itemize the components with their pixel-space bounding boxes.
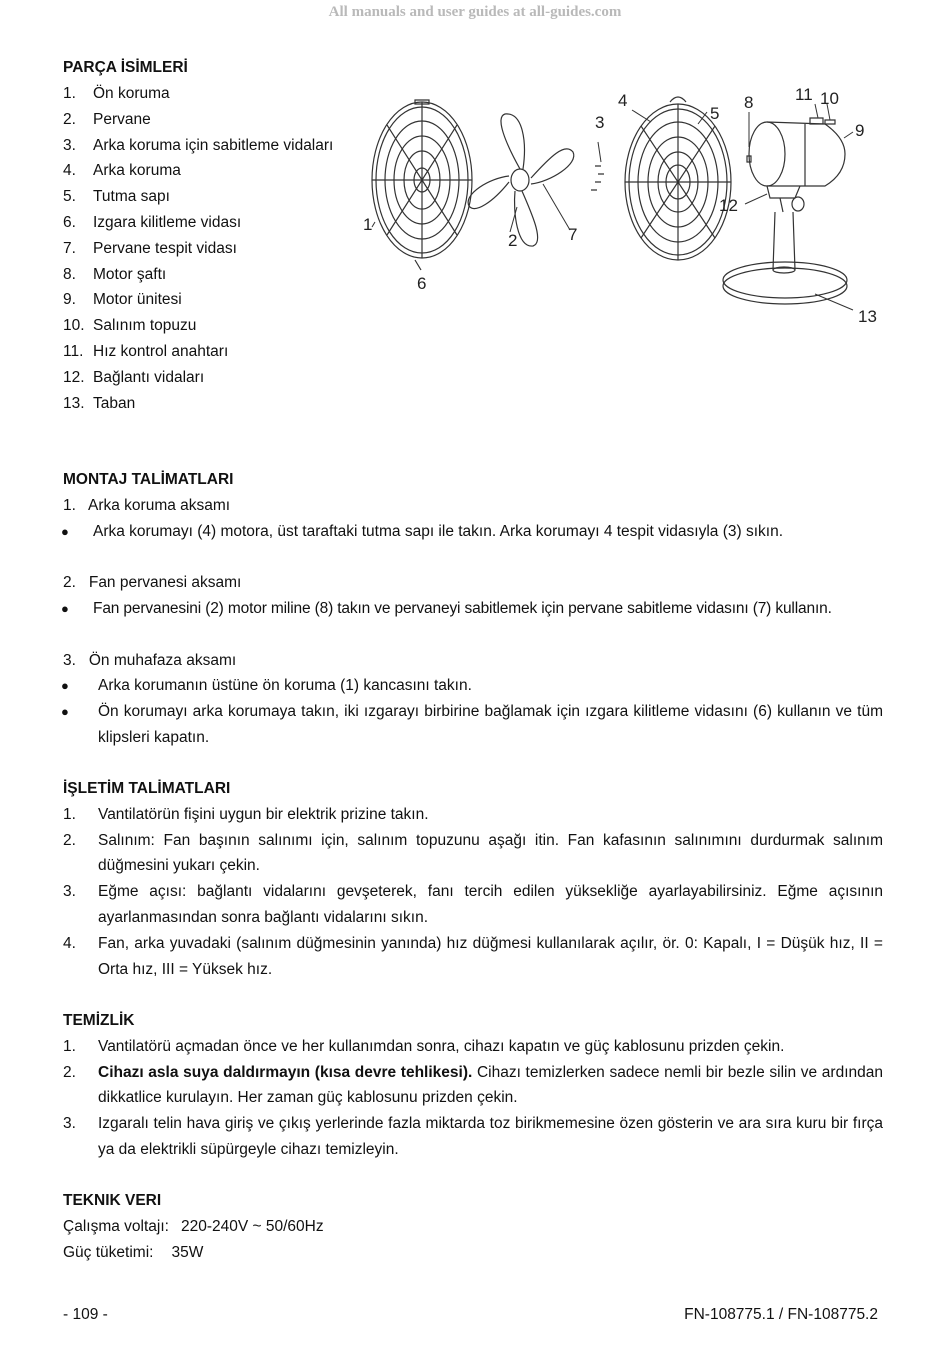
part-item: 9. Motor ünitesi (63, 291, 182, 309)
diagram-label-9: 9 (855, 121, 865, 140)
operation-item: 3. Eğme açısı: bağlantı vidalarını gevşeterek, fanı tercih edilen yüksekliğe ayarlayabilirsiniz. Eğme açısının ayarlanmasından sonra bağlantı vidalarını sıkın. (63, 883, 883, 926)
diagram-label-4: 4 (618, 91, 628, 110)
assembly-step-3-title: 3. Ön muhafaza aksamı (63, 651, 237, 669)
part-item: 5. Tutma sapı (63, 188, 170, 206)
cleaning-heading: TEMİZLİK (63, 1012, 135, 1029)
watermark: All manuals and user guides at all-guides.com (328, 4, 622, 20)
front-guard-drawing (372, 100, 472, 270)
tech-power-row: Güç tüketimi: 35W (63, 1243, 204, 1261)
assembly-step-2-title: 2. Fan pervanesi aksamı (63, 574, 242, 592)
part-item: 11. Hız kontrol anahtarı (63, 342, 229, 360)
tech-heading: TEKNIK VERI (63, 1192, 162, 1209)
cleaning-list (63, 1034, 883, 1163)
assembly-step-2-bullet: ● Fan pervanesini (2) motor miline (8) takın ve pervaneyi sabitlemek için pervane sabitleme vidasını (7) kullanın. (61, 599, 832, 617)
assembly-step-1-bullet: ● Arka korumayı (4) motora, üst taraftaki tutma sapı ile takın. Arka korumayı 4 tespit vidasıyla (3) sıkın. (61, 522, 784, 540)
diagram-label-12: 12 (719, 196, 738, 215)
part-item: 7. Pervane tespit vidası (63, 239, 237, 257)
part-item: 4. Arka koruma (63, 162, 181, 180)
diagram-label-3: 3 (595, 113, 605, 132)
diagram-label-5: 5 (710, 104, 720, 123)
motor-drawing (723, 118, 847, 304)
assembly-step-1-title: 1. Arka koruma aksamı (63, 496, 231, 514)
warning-text: Cihazı asla suya daldırmayın (kısa devre tehlikesi). (98, 1063, 473, 1081)
operation-item: 4. Fan, arka yuvadaki (salınım düğmesinin yanında) hız düğmesi kullanılarak açılır, ör. 0: Kapalı, I = Düşük hız, II = Orta hız, III = Yüksek hız. (63, 934, 883, 978)
part-item: 3. Arka koruma için sabitleme vidaları (63, 136, 334, 154)
operation-list (63, 802, 883, 983)
part-item: 8. Motor şaftı (63, 265, 167, 283)
assembly-step-3-bullet-2: ● Ön korumayı arka korumaya takın, iki ızgarayı birbirine bağlamak için ızgara kilitleme vidasını (6) kullanın ve tüm klipsleri kapatın. (61, 703, 883, 746)
assembly-step-3-bullet-1: ● Arka korumanın üstüne ön koruma (1) kancasını takın. (61, 677, 472, 695)
operation-section (63, 776, 883, 982)
cleaning-item-1: 1. Vantilatörü açmadan önce ve her kullanımdan sonra, cihazı kapatın ve güç kablosunu prizden çekin. (63, 1037, 785, 1055)
operation-item: 1. Vantilatörün fişini uygun bir elektrik prizine takın. (63, 805, 429, 823)
part-item: 12. Bağlantı vidaları (63, 368, 205, 386)
assembly-heading: MONTAJ TALİMATLARI (63, 471, 234, 488)
parts-heading: PARÇA İSİMLERİ (63, 59, 188, 76)
diagram-label-10: 10 (820, 89, 839, 108)
page-number: - 109 - (63, 1306, 108, 1323)
part-item: 2. Pervane (63, 110, 151, 128)
parts-list (63, 81, 343, 416)
blade-drawing (468, 114, 574, 246)
diagram-label-1: 1 (363, 215, 373, 234)
part-item: 10. Salınım topuzu (63, 317, 197, 335)
part-item: 6. Izgara kilitleme vidası (63, 213, 242, 231)
cleaning-item-2: 2. Cihazı asla suya daldırmayın (kısa devre tehlikesi). Cihazı temizlerken sadece nemli bir bezle silin ve ardından dikkatlice kurulayın. Her zaman güç kablosunu prizden çekin. (63, 1063, 883, 1107)
diagram-label-2: 2 (508, 231, 518, 250)
cleaning-section (63, 1008, 883, 1163)
model-number: FN-108775.1 / FN-108775.2 (684, 1306, 878, 1323)
operation-heading: İŞLETİM TALİMATLARI (63, 780, 231, 797)
assembly-section (63, 467, 883, 751)
diagram-label-6: 6 (417, 274, 427, 293)
diagram-label-8: 8 (744, 93, 754, 112)
fan-exploded-diagram (355, 82, 895, 332)
diagram-label-7: 7 (568, 225, 578, 244)
tech-section (63, 1188, 883, 1265)
diagram-label-11: 11 (795, 85, 813, 104)
screws-drawing (591, 166, 604, 190)
cleaning-item-3: 3. Izgaralı telin hava giriş ve çıkış yerlerinde fazla miktarda toz birikmemesine özen gösterin ve ara sıra kuru bir fırça ya da elektrikli süpürgeyle cihazı temizleyin. (63, 1115, 883, 1158)
tech-voltage-row: Çalışma voltajı: 220-240V ~ 50/60Hz (63, 1217, 324, 1235)
diagram-label-13: 13 (858, 307, 877, 326)
part-item: 1. Ön koruma (63, 85, 170, 102)
operation-item: 2. Salınım: Fan başının salınımı için, salınım topuzunu aşağı itin. Fan kafasının salınımını durdurmak salınım düğmesini yukarı çekin. (63, 831, 883, 875)
part-item: 13. Taban (63, 394, 136, 412)
